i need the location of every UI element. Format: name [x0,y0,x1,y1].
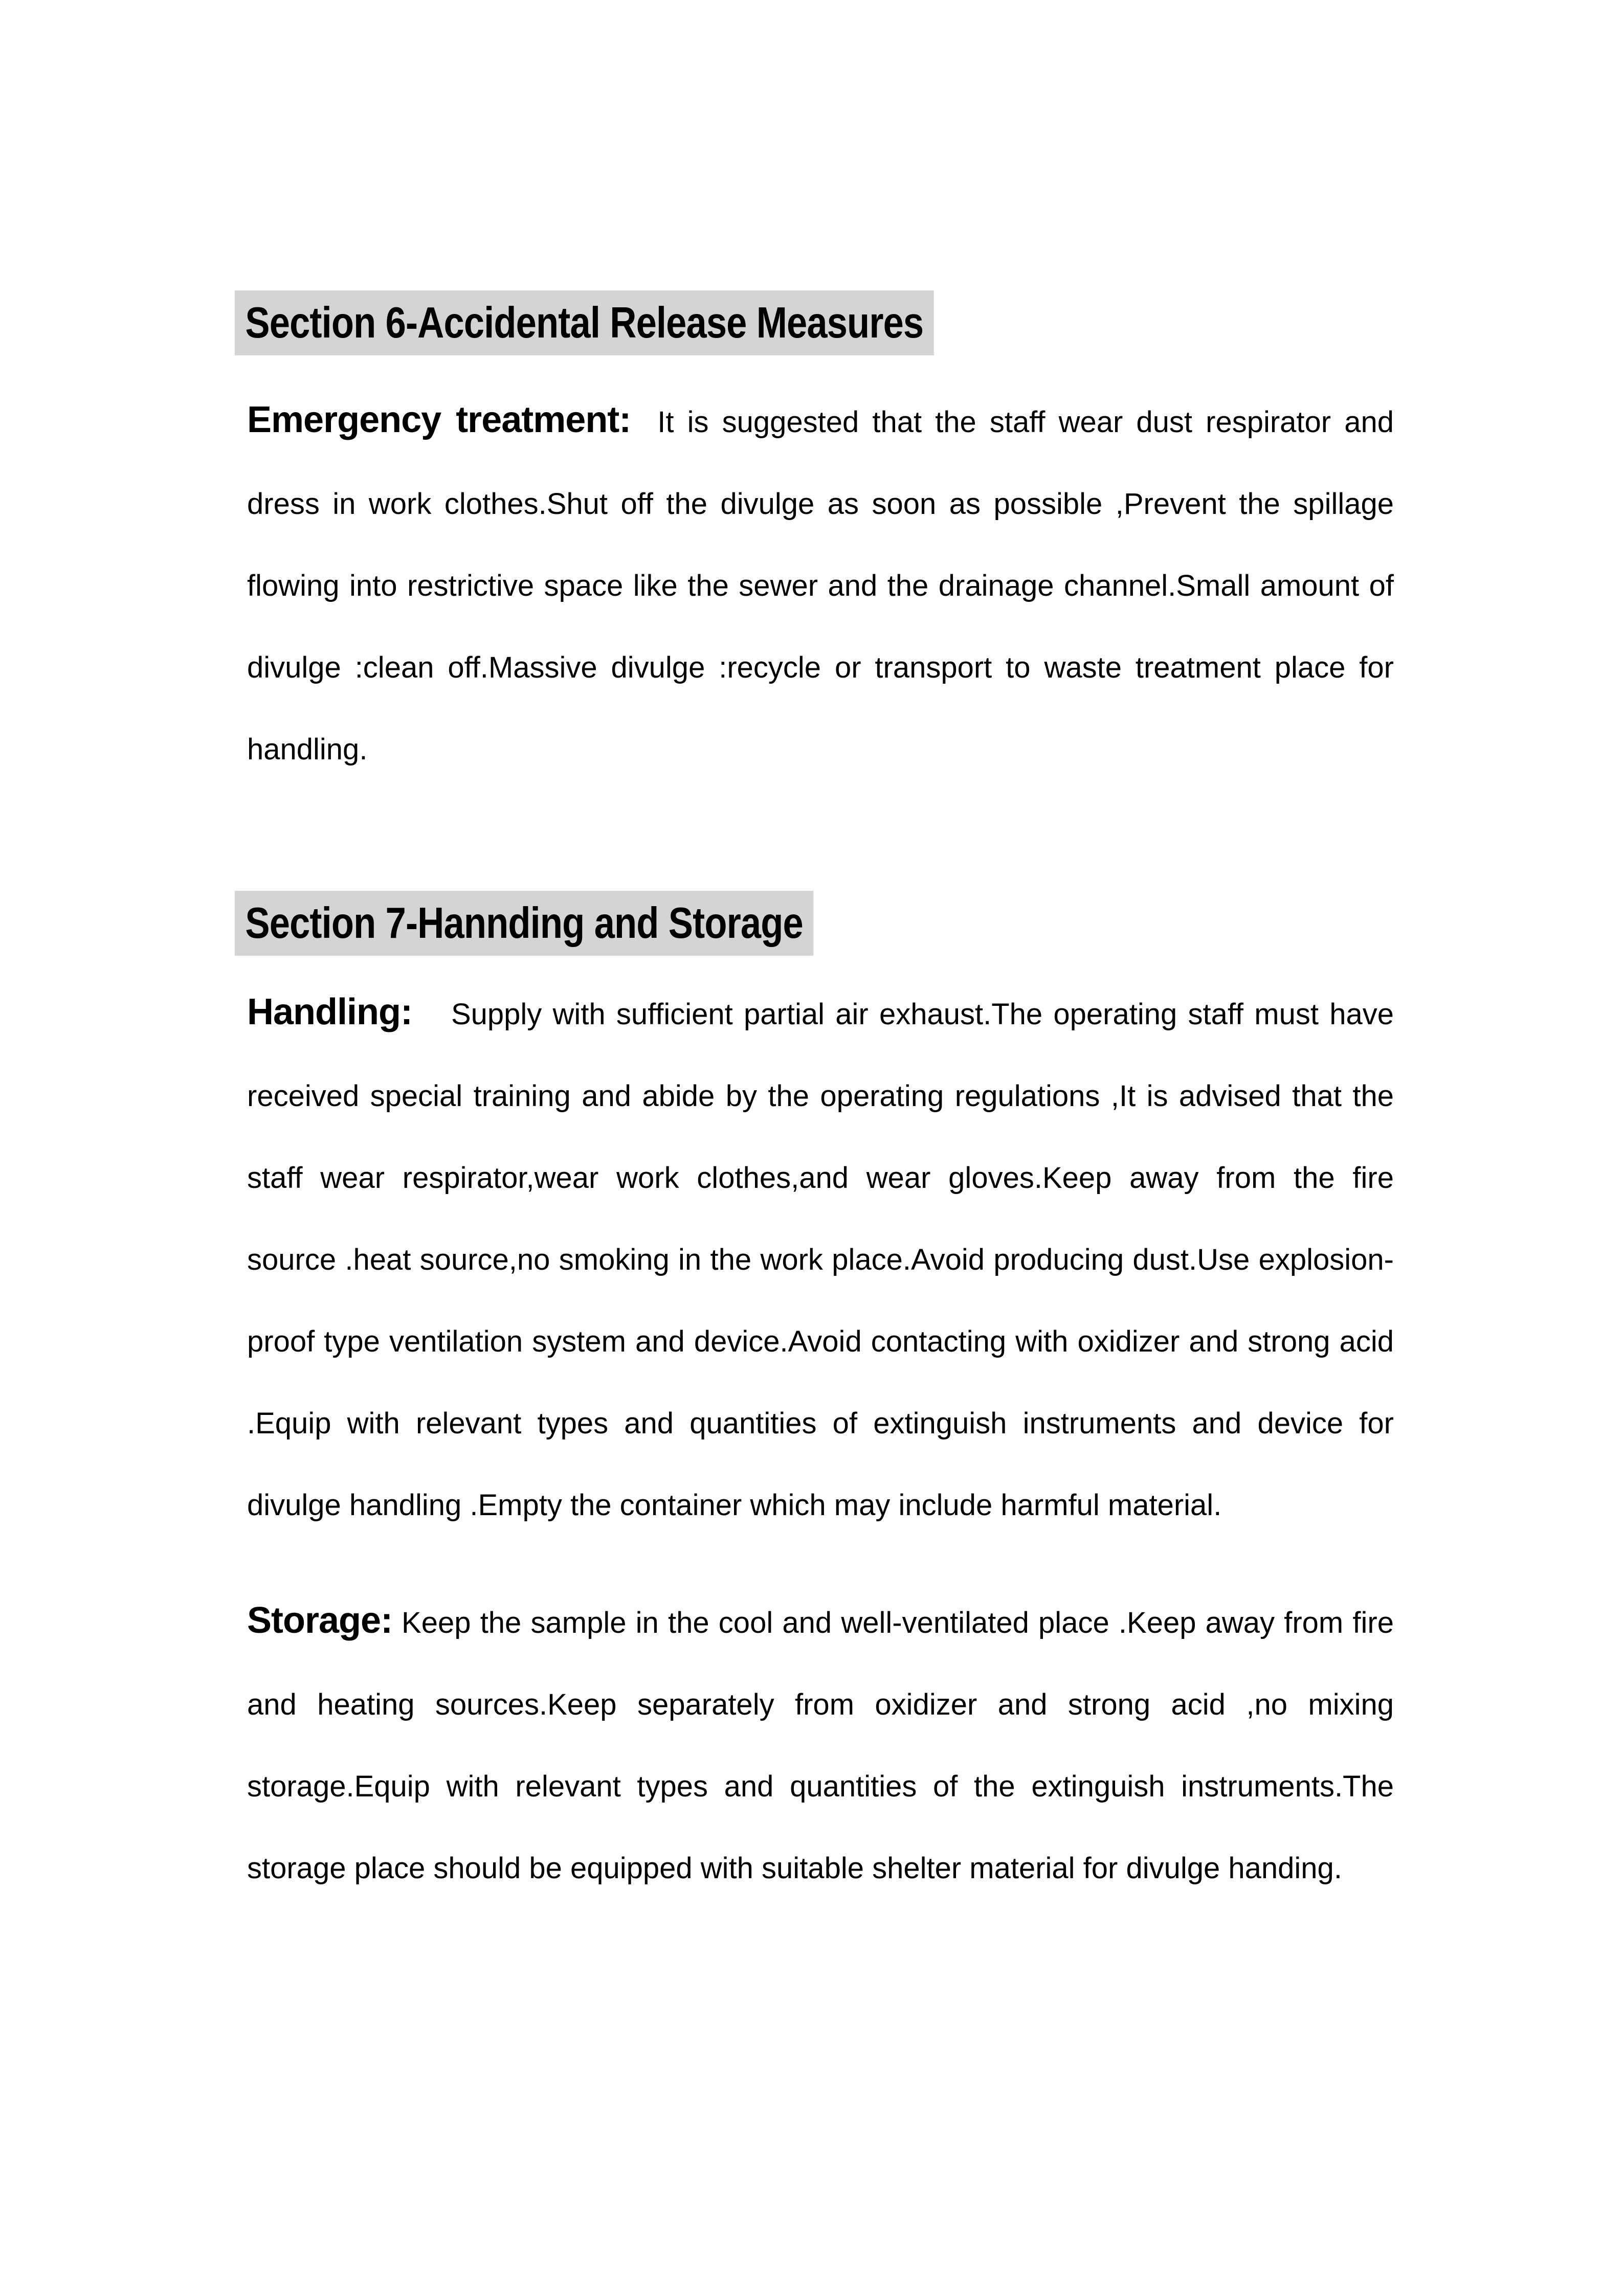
handling-text: Supply with sufficient partial air exhaust.The operating staff must have received special training and abide by the operating regulations ,It is advised that the staff wear respirator,wear work clothes,and wear gloves.Keep away from the fire source .heat source,no smoking in the work place.Avoid producing dust.Use explosion-proof type ventilation system and device.Avoid contacting with oxidizer and strong acid .Equip with relevant types and quantities of extinguish instruments and device for divulge handling .Empty the container which may include harmful material. [247,998,1394,1522]
storage-text: Keep the sample in the cool and well-ventilated place .Keep away from fire and heating sources.Keep separately from oxidizer and strong acid ,no mixing storage.Equip with relevant types and quantities of the extinguish instruments.The storage place should be equipped with suitable shelter material for divulge handing. [247,1606,1394,1885]
emergency-treatment-label: Emergency treatment: [247,399,631,440]
handling-label: Handling: [247,992,412,1032]
section-7-heading-row [247,891,1394,956]
paragraph-emergency-treatment [247,379,1394,791]
emergency-treatment-text: It is suggested that the staff wear dust respirator and dress in work clothes.Shut off the divulge as soon as possible ,Prevent the spillage flowing into restrictive space like the sewer and the drainage channel.Small amount of divulge :clean off.Massive divulge :recycle or transport to waste treatment place for handling. [247,406,1394,766]
section-7-heading: Section 7-Hannding and Storage [235,891,813,956]
storage-label: Storage: [247,1600,393,1641]
document-content [247,290,1394,1909]
paragraph-handling [247,971,1394,1546]
paragraph-storage [247,1580,1394,1909]
section-6-heading: Section 6-Accidental Release Measures [235,290,934,355]
section-6-heading-row [247,290,1394,355]
